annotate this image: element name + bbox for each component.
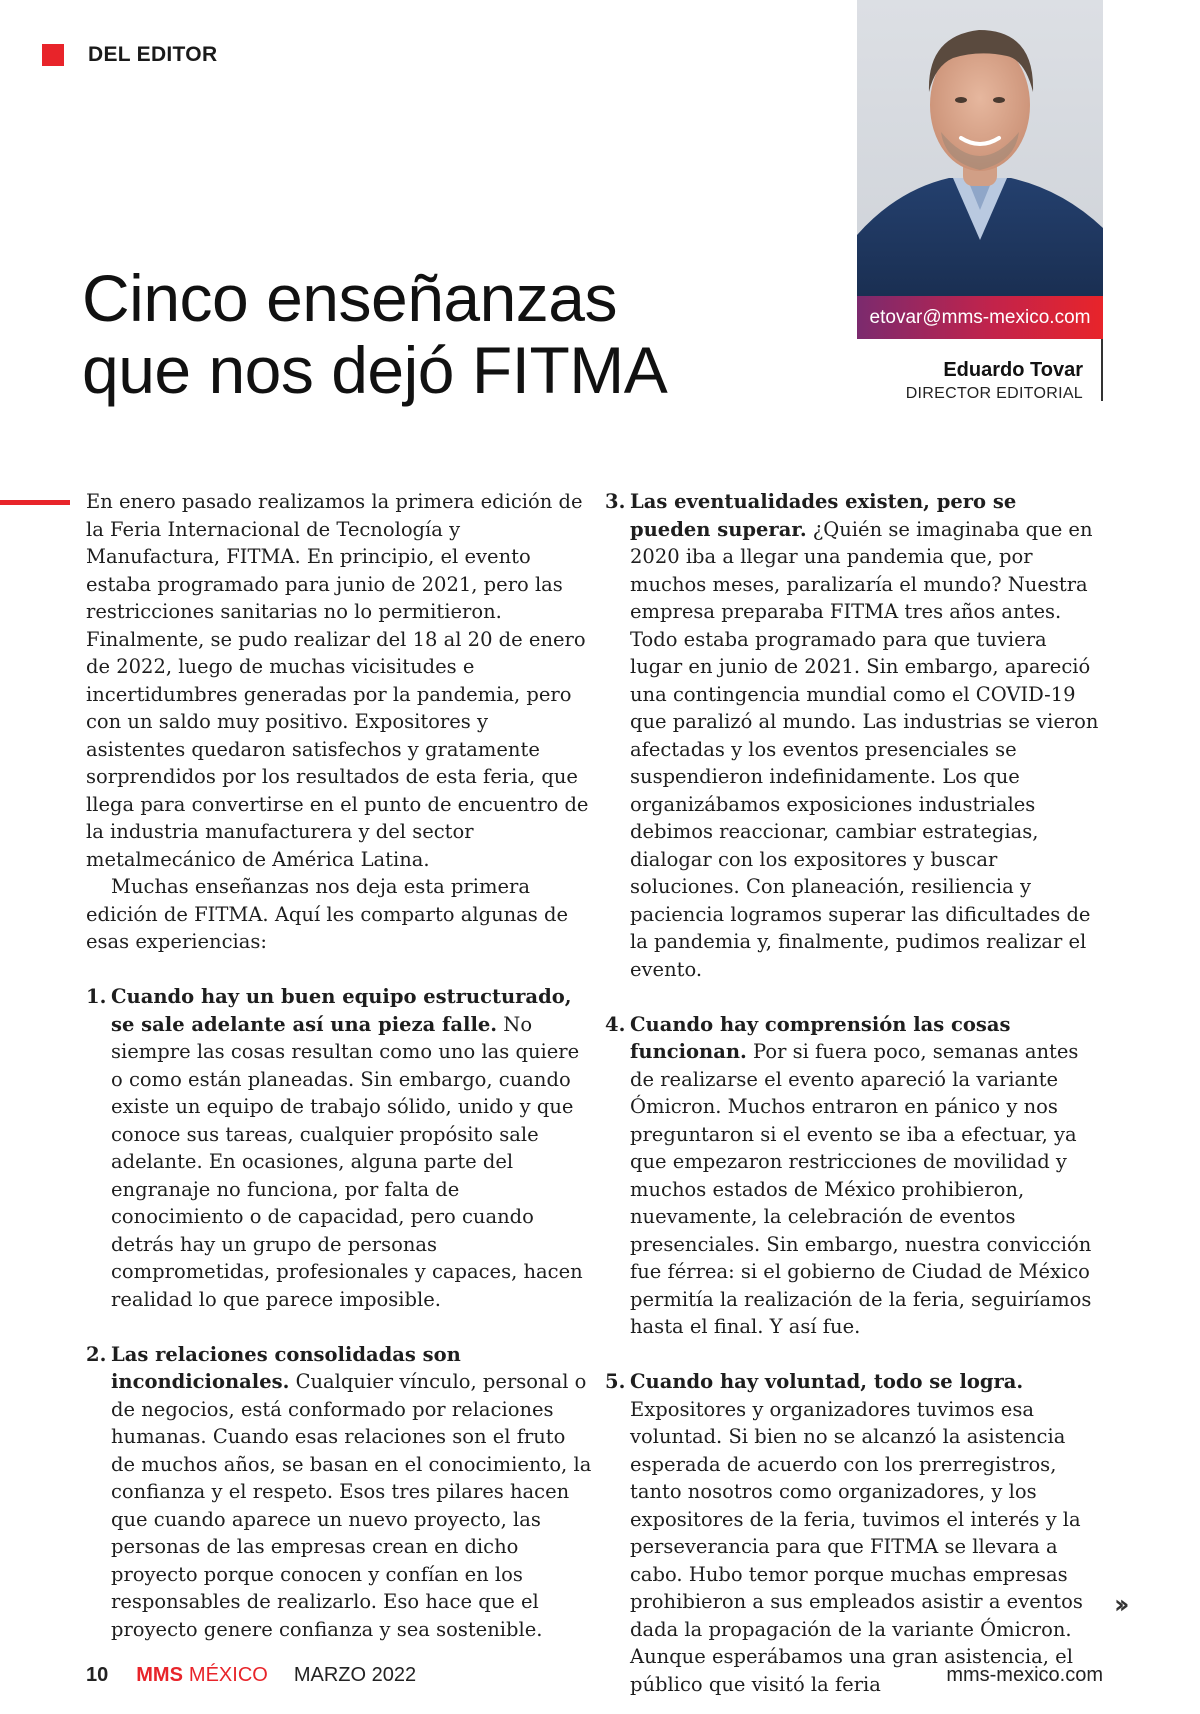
item-body: No siempre las cosas resultan como uno las quiere o como están planeadas. Sin embargo, cuando existe un equipo de trabajo sólido, unido y que conoce sus tareas, cualquier propósito sale adelante. En ocasiones, alguna parte del engranaje no funciona, por falta de conocimiento o de capacidad, pero cuando detrás hay un grupo de personas comprometidas, profesionales y capaces, hacen realidad lo que parece imposible.	[111, 1012, 583, 1311]
list-item	[86, 1341, 592, 1644]
item-body: Por si fuera poco, semanas antes de realizarse el evento apareció la variante Ómicron. Muchos entraron en pánico y nos preguntaron si el evento se iba a efectuar, ya que empezaron restricciones de movilidad y muchos estados de México prohibieron, nuevamente, la celebración de eventos presenciales. Sin embargo, nuestra convicción fue férrea: si el gobierno de Ciudad de México permitía la realización de la feria, seguiríamos hasta el final. Y así fue.	[630, 1040, 1092, 1338]
item-lead: Las eventualidades existen, pero se pueden superar.	[630, 490, 1017, 541]
brand-mms: MMS	[136, 1663, 183, 1686]
page-number: 10	[86, 1663, 109, 1686]
item-number: 1.	[86, 985, 107, 1008]
item-lead: Las relaciones consolidadas son incondicionales.	[111, 1342, 461, 1393]
issue-date: MARZO 2022	[293, 1663, 417, 1686]
section-tag	[42, 43, 217, 67]
accent-rule	[0, 500, 70, 505]
double-chevron-right-icon: ››	[1114, 1590, 1124, 1620]
item-text	[111, 983, 592, 1313]
title-line-1: Cinco enseñanzas	[82, 261, 618, 335]
author-block	[857, 339, 1083, 403]
item-body: Expositores y organizadores tuvimos esa voluntad. Si bien no se alcanzó la asistencia esperada de acuerdo con los prerregistros, tanto nosotros como organizadores, y los expositores de la feria, tuvimos el interés y la perseverancia para que FITMA se llevara a cabo. Hubo temor porque muchas empresas prohibieron a sus empleados asistir a eventos dada la propagación de la variante Ómicron. Aunque esperábamos una gran asistencia, el público que visitó la feria	[630, 1397, 1083, 1696]
item-number: 2.	[86, 1342, 107, 1366]
brand-mexico: MÉXICO	[188, 1663, 268, 1686]
column-right	[605, 488, 1101, 1698]
article-title	[82, 262, 667, 406]
list-item	[605, 1011, 1101, 1341]
intro-paragraph: En enero pasado realizamos la primera edición de la Feria Internacional de Tecnología y Manufactura, FITMA. En principio, el evento estaba programado para junio de 2021, pero las restricciones sanitarias no lo permitieron. Finalmente, se pudo realizar del 18 al 20 de enero de 2022, luego de muchas vicisitudes e incertidumbres generadas por la pandemia, pero con un saldo muy positivo. Expositores y asistentes quedaron satisfechos y gratamente sorprendidos por los resultados de esta feria, que llega para convertirse en el punto de encuentro de la industria manufacturera y del sector metalmecánico de América Latina.	[86, 490, 589, 871]
item-text	[630, 1011, 1101, 1341]
site-link[interactable]: mms-mexico.com	[946, 1663, 1103, 1686]
author-name: Eduardo Tovar	[943, 359, 1083, 381]
author-portrait-image	[857, 0, 1103, 296]
list-item	[605, 1368, 1101, 1698]
item-text	[630, 488, 1101, 983]
section-marker	[42, 44, 64, 66]
item-number: 5.	[605, 1370, 626, 1393]
item-number: 3.	[605, 490, 626, 513]
item-text	[111, 1341, 592, 1644]
author-role: DIRECTOR EDITORIAL	[905, 385, 1083, 402]
item-lead: Cuando hay un buen equipo estructurado, se sale adelante así una pieza falle.	[111, 985, 572, 1036]
author-email[interactable]: etovar@mms-mexico.com	[857, 296, 1103, 339]
item-lead: Cuando hay voluntad, todo se logra.	[630, 1370, 1024, 1393]
author-divider	[1101, 339, 1103, 401]
item-lead: Cuando hay comprensión las cosas funcionan.	[630, 1012, 1011, 1063]
list-item	[605, 488, 1101, 983]
item-body: Cualquier vínculo, personal o de negocios, está conformado por relaciones humanas. Cuando esas relaciones son el fruto de muchos años, se basan en el conocimiento, la confianza y el respeto. Esos tres pilares hacen que cuando aparece un nuevo proyecto, las personas de las empresas crean en dicho proyecto porque conocen y confían en los responsables de realizarlo. Eso hace que el proyecto genere confianza y sea sostenible.	[111, 1370, 592, 1641]
column-left	[86, 488, 592, 1643]
list-item	[86, 983, 592, 1313]
author-photo	[857, 0, 1103, 296]
item-number: 4.	[605, 1012, 626, 1036]
page-footer	[86, 1660, 1103, 1690]
item-body: ¿Quién se imaginaba que en 2020 iba a llegar una pandemia que, por muchos meses, paralizaría el mundo? Nuestra empresa preparaba FITMA tres años antes. Todo estaba programado para que tuviera lugar en junio de 2021. Sin embargo, apareció una contingencia mundial como el COVID-19 que paralizó al mundo. Las industrias se vieron afectadas y los eventos presenciales se suspendieron indefinidamente. Los que organizábamos exposiciones industriales debimos reaccionar, cambiar estrategias, dialogar con los expositores y buscar soluciones. Con planeación, resiliencia y paciencia logramos superar las dificultades de la pandemia y, finalmente, pudimos realizar el evento.	[630, 517, 1099, 981]
section-label: DEL EDITOR	[88, 43, 218, 66]
intro-paragraph: Muchas enseñanzas nos deja esta primera edición de FITMA. Aquí les comparto algunas de esas experiencias:	[86, 875, 569, 953]
title-line-2: que nos dejó FITMA	[82, 333, 668, 407]
item-text	[630, 1368, 1101, 1698]
